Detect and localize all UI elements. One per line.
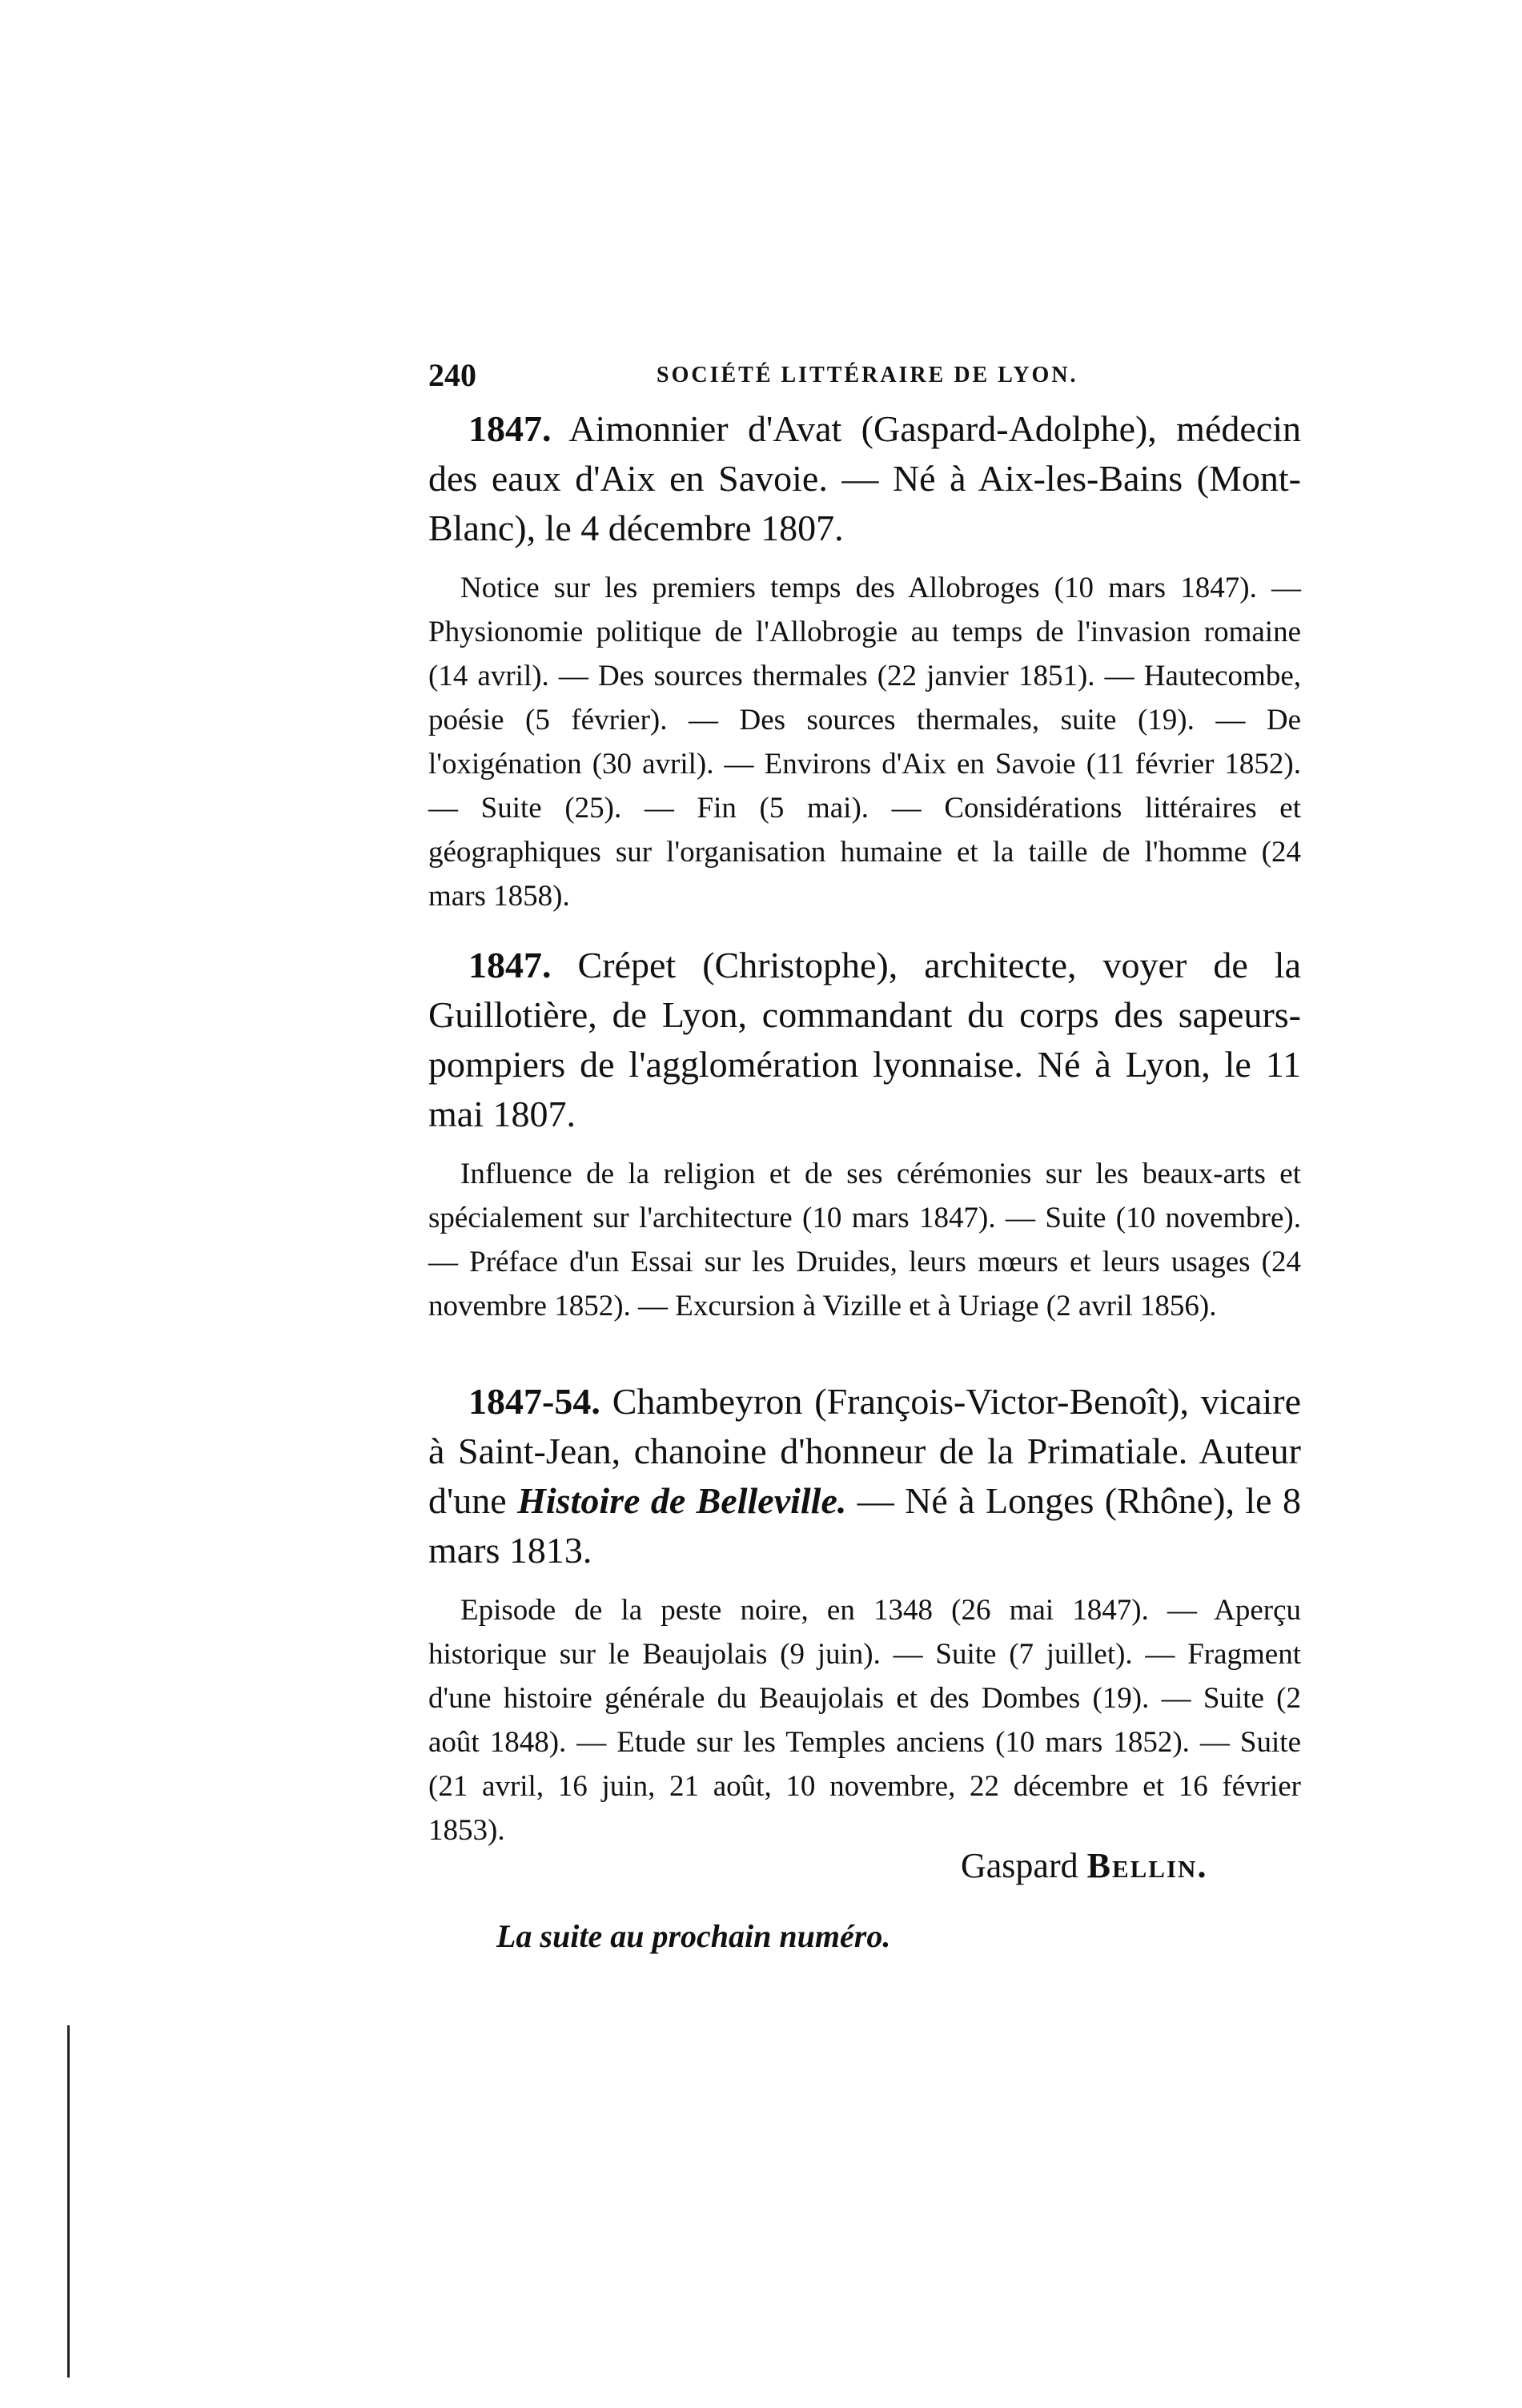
running-title: SOCIÉTÉ LITTÉRAIRE DE LYON. <box>657 363 1078 387</box>
entry-heading <box>428 941 1301 1139</box>
signature-last-name: Bellin. <box>1086 1846 1208 1885</box>
page-number: 240 <box>428 357 476 393</box>
entry-heading <box>428 404 1301 553</box>
entry-year: 1847-54. <box>468 1381 600 1422</box>
entry-chambeyron <box>428 1377 1301 1852</box>
entry-text: Aimonnier d'Avat (Gaspard-Adolphe), médecin des eaux d'Aix en Savoie. — Né à Aix-les-Bains (Mont-Blanc), le 4 décembre 1807. <box>428 408 1301 548</box>
entry-works: Notice sur les premiers temps des Allobroges (10 mars 1847). — Physionomie politique de l'Allobrogie au temps de l'invasion romaine (14 avril). — Des sources thermales (22 janvier 1851). — Hautecombe, poésie (5 février). — Des sources thermales, suite (19). — De l'oxigénation (30 avril). — Environs d'Aix en Savoie (11 février 1852). — Suite (25). — Fin (5 mai). — Considérations littéraires et géographiques sur l'organisation humaine et la taille de l'homme (24 mars 1858). <box>428 572 1301 913</box>
entry-aimonnier <box>428 404 1301 918</box>
entry-heading <box>428 1377 1301 1575</box>
entry-crepet <box>428 941 1301 1328</box>
entry-year: 1847. <box>468 945 552 985</box>
entry-text: Chambeyron (François-Victor-Benoît), vicaire à Saint-Jean, chanoine d'honneur de la Primatiale. Auteur d'une <box>428 1381 1301 1521</box>
entry-text: — Né à Longes (Rhône), le 8 mars 1813. <box>428 1480 1301 1571</box>
signature <box>961 1845 1207 1886</box>
entry-year: 1847. <box>468 408 552 449</box>
book-title: Histoire de Belleville. <box>517 1480 847 1521</box>
running-head <box>428 356 1301 396</box>
margin-rule <box>67 2025 70 2378</box>
signature-first-name: Gaspard <box>961 1846 1087 1885</box>
entry-works: Influence de la religion et de ses cérémonies sur les beaux-arts et spécialement sur l'architecture (10 mars 1847). — Suite (10 novembre). — Préface d'un Essai sur les Druides, leurs mœurs et leurs usages (24 novembre 1852). — Excursion à Vizille et à Uriage (2 avril 1856). <box>428 1158 1301 1322</box>
entry-text: Crépet (Christophe), architecte, voyer de la Guillotière, de Lyon, commandant du corps des sapeurs-pompiers de l'agglomération lyonnaise. Né à Lyon, le 11 mai 1807. <box>428 945 1301 1134</box>
continuation-note: La suite au prochain numéro. <box>496 1918 891 1954</box>
entry-works: Episode de la peste noire, en 1348 (26 mai 1847). — Aperçu historique sur le Beaujolais (9 juin). — Suite (7 juillet). — Fragment d'une histoire générale du Beaujolais et des Dombes (19). — Suite (2 août 1848). — Etude sur les Temples anciens (10 mars 1852). — Suite (21 avril, 16 juin, 21 août, 10 novembre, 22 décembre et 16 février 1853). <box>428 1594 1301 1847</box>
